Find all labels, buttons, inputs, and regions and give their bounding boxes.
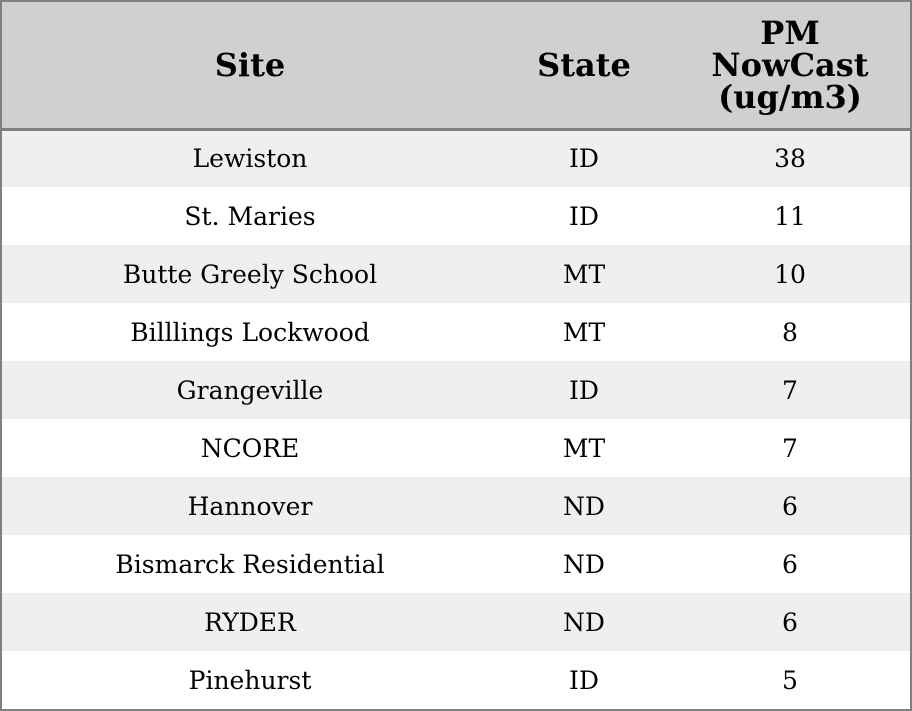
site-cell: Billlings Lockwood bbox=[130, 317, 370, 347]
site-cell: Bismarck Residential bbox=[115, 549, 385, 579]
table-row bbox=[2, 419, 910, 477]
header-pm-nowcast: PM NowCast (ug/m3) bbox=[670, 2, 910, 129]
state-cell: ID bbox=[569, 375, 599, 405]
state-cell: ID bbox=[569, 144, 599, 174]
table-row bbox=[2, 187, 910, 245]
state-cell: ND bbox=[563, 549, 605, 579]
pm-nowcast-table bbox=[2, 2, 910, 709]
site-cell: RYDER bbox=[204, 607, 296, 637]
state-cell: ND bbox=[563, 607, 605, 637]
pm-value-cell: 7 bbox=[782, 375, 798, 405]
table-row bbox=[2, 361, 910, 419]
pm-value-cell: 10 bbox=[774, 259, 806, 289]
pm-value-cell: 11 bbox=[774, 201, 806, 231]
site-cell: Grangeville bbox=[176, 375, 324, 405]
table-body bbox=[2, 129, 910, 709]
site-cell: Lewiston bbox=[192, 144, 308, 174]
site-cell: Hannover bbox=[187, 491, 313, 521]
state-cell: ID bbox=[569, 201, 599, 231]
pm-value-cell: 6 bbox=[782, 607, 798, 637]
table-row bbox=[2, 477, 910, 535]
table-row bbox=[2, 245, 910, 303]
state-cell: MT bbox=[562, 317, 606, 347]
pm-value-cell: 38 bbox=[774, 144, 806, 174]
site-cell: NCORE bbox=[200, 433, 300, 463]
state-cell: MT bbox=[562, 433, 606, 463]
table-row bbox=[2, 651, 910, 709]
state-cell: ID bbox=[569, 665, 599, 695]
header-site: Site bbox=[2, 2, 498, 129]
site-cell: Butte Greely School bbox=[122, 259, 378, 289]
site-cell: St. Maries bbox=[184, 201, 316, 231]
table-row bbox=[2, 593, 910, 651]
header-state: State bbox=[498, 2, 670, 129]
table-row bbox=[2, 303, 910, 361]
state-cell: MT bbox=[562, 259, 606, 289]
table-row bbox=[2, 535, 910, 593]
pm-value-cell: 7 bbox=[782, 433, 798, 463]
pm-value-cell: 5 bbox=[782, 665, 798, 695]
table-row bbox=[2, 129, 910, 187]
pm-value-cell: 8 bbox=[782, 317, 798, 347]
pm-value-cell: 6 bbox=[782, 491, 798, 521]
header-row bbox=[2, 2, 910, 129]
pm-value-cell: 6 bbox=[782, 549, 798, 579]
state-cell: ND bbox=[563, 491, 605, 521]
site-cell: Pinehurst bbox=[188, 665, 312, 695]
